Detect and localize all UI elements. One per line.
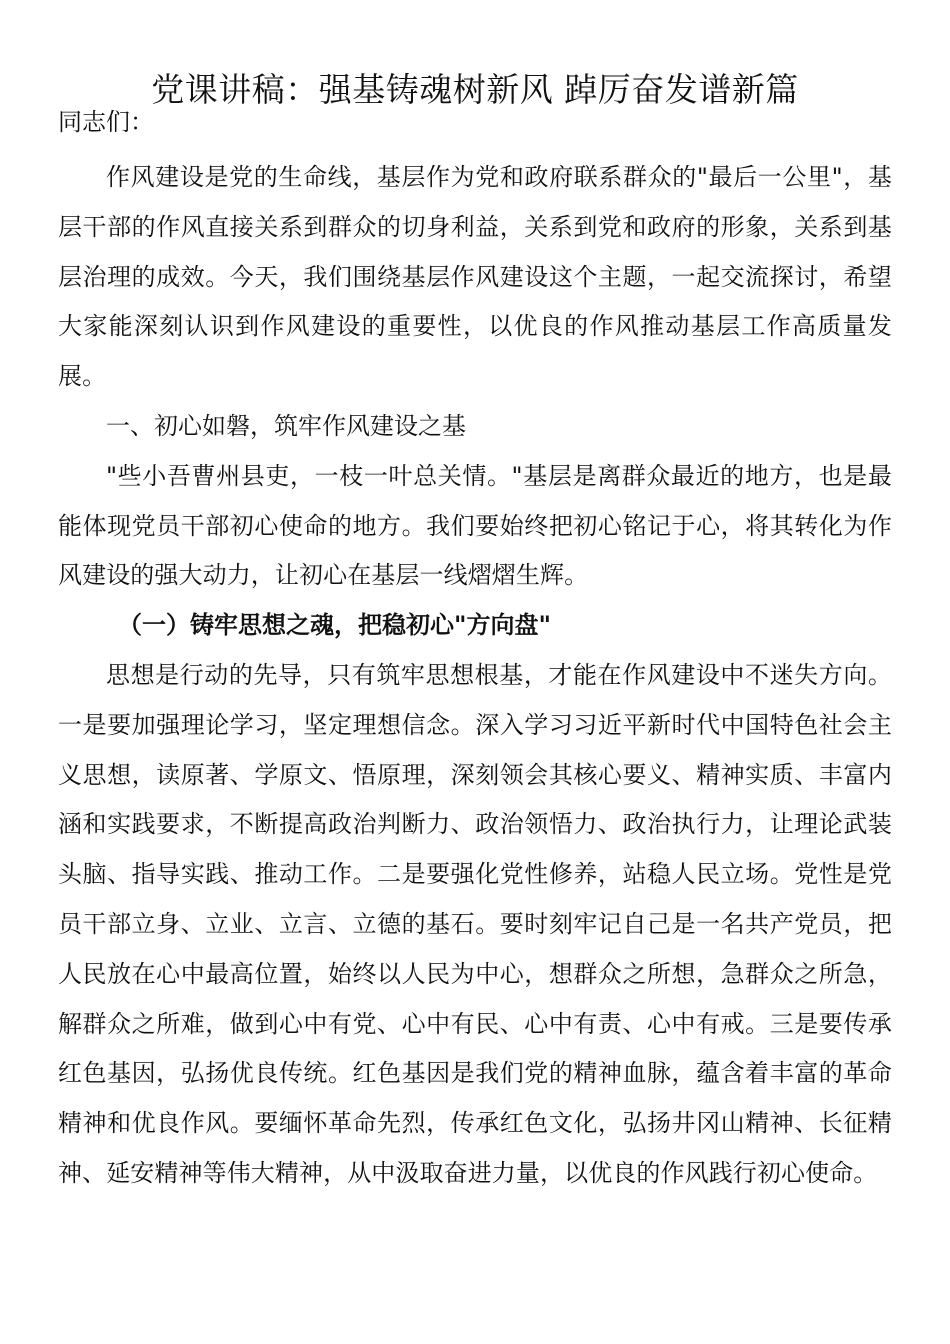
document-title: 党课讲稿：强基铸魂树新风 踔厉奋发谱新篇 (151, 70, 799, 109)
salutation: 同志们： (58, 108, 154, 136)
subsection-paragraph: 思想是行动的先导，只有筑牢思想根基，才能在作风建设中不迷失方向。一是要加强理论学习，坚定理想信念。深入学习习近平新时代中国特色社会主义思想，读原著、学原文、悟原理，深刻领会其核心要义、精神实质、丰富内涵和实践要求，不断提高政治判断力、政治领悟力、政治执行力，让理论武装头脑、指导实践、推动工作。二是要强化党性修养，站稳人民立场。党性是党员干部立身、立业、立言、立德的基石。要时刻牢记自己是一名共产党员，把人民放在心中最高位置，始终以人民为中心，想群众之所想，急群众之所急，解群众之所难，做到心中有党、心中有民、心中有责、心中有戒。三是要传承红色基因，弘扬优良传统。红色基因是我们党的精神血脉，蕴含着丰富的革命精神和优良作风。要缅怀革命先烈，传承红色文化，弘扬井冈山精神、长征精神、延安精神等伟大精神，从中汲取奋进力量，以优良的作风践行初心使命。 (58, 660, 892, 1187)
subsection-heading: （一）铸牢思想之魂，把稳初心"方向盘" (118, 611, 552, 640)
section-paragraph: "些小吾曹州县吏，一枝一叶总关情。"基层是离群众最近的地方，也是最能体现党员干部初心使命的地方。我们要始终把初心铭记于心，将其转化为作风建设的强大动力，让初心在基层一线熠熠生辉。 (58, 461, 892, 590)
document-page (58, 60, 892, 1199)
intro-paragraph: 作风建设是党的生命线，基层作为党和政府联系群众的"最后一公里"，基层干部的作风直接关系到群众的切身利益，关系到党和政府的形象，关系到基层治理的成效。今天，我们围绕基层作风建设这个主题，一起交流探讨，希望大家能深刻认识到作风建设的重要性，以优良的作风推动基层工作高质量发展。 (58, 163, 892, 391)
section-heading: 一、初心如磐，筑牢作风建设之基 (106, 411, 466, 440)
